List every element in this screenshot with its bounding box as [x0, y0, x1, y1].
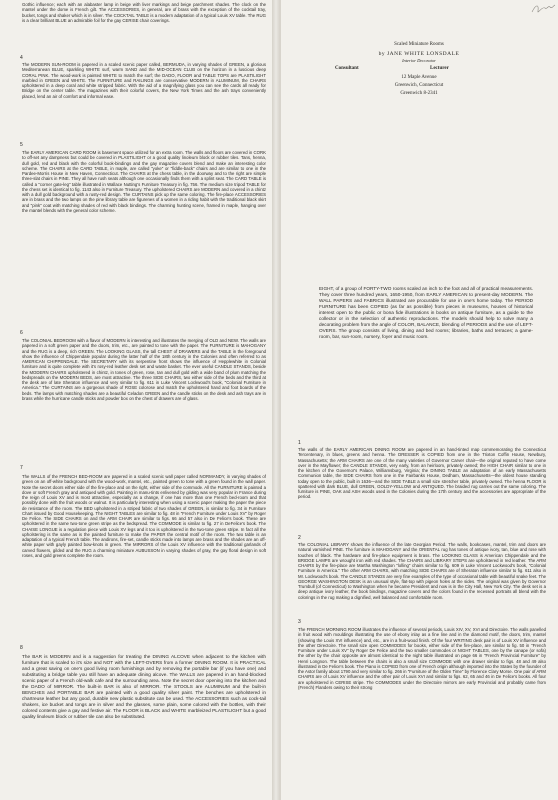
section-number: 5 [20, 142, 23, 148]
letterhead-consultant: Consultant [335, 66, 359, 71]
letterhead-phone: Greenwich 8-2341 [400, 91, 438, 96]
section-number: 6 [20, 330, 23, 336]
section-number: 3 [298, 619, 301, 625]
letterhead-title: Scaled Miniature Rooms [394, 42, 444, 47]
paragraph-living-room-end: Gothic influence; each with an alabaster lamp in beige with liver markings and beige parchment shades. The clock on the mantel under the dome is French gilt. The ACCESSORIES, in general, are of brass with the exception of the cocktail tray, bucket, tongs and shaker which is in silver. The COCKTAIL TABLE is a modern adaptation of a typical Louis XV table. The RUG is a clear brilliant BLUE an admirable foil for the gay CERISE chair coverings. [22, 2, 266, 23]
section-number: 1 [298, 440, 301, 446]
letterhead-lecturer: Lecturer [430, 66, 449, 71]
letterhead-author: by JANE WHITE LONSDALE [378, 51, 460, 57]
page-fold [272, 0, 280, 800]
paragraph-bar: The BAR is MODERN and is a suggestion for treating the DINING ALCOVE when adjacent to the kitchen with furniture that is scaled to it's size and NOT with the LEFT-OVERS from a former DINING ROOM. It is PRACTICAL and a great saving on one's good living room furnishings and by removing the portable bar (if you have one) and substituting a bridge table you still have an adequate dining alcove. The WALLS are papered in an hand-blocked scenic paper of a French old-walk cafe and the surrounding area. Note the secret door opening into the kitchen and the DADO of MIRROR. The built-in BAR is also of MIRROR. The STOOLS are ALUMINUM and the built-in BENCHES and PORTABLE BAR are painted with a good quality silver paint. The benches are upholstered in chartreuse leather but any good, durable new plastic substitute can be used. The ACCESSORIES such as cock-tail shakers, ice bucket and tongs are in silver and the glasses, some plain, some colored with the bottles, with their colored contents give a gay and festive air. The FLOOR is BLACK and WHITE marbleized PLASTILIGHT but a good quality linoleum block or rubber tile can also be substituted. [22, 654, 266, 719]
paragraph-colonial-bedroom: The COLONIAL BEDROOM with a flavor of MODERN is interesting and illustrates the merging of OLD and NEW. The walls are papered in a soft green paper and the doors, trim, etc., are painted to tone with the paper. The FURNITURE is MAHOGANY and the RUG is a deep, rich GREEN. The LOOKING GLASS, the tall CHEST of DRAWERS and the TABLE in the foreground show the influence of Chippendale popular during the latter half of the 18th century in the Colonies and often referred to as AMERICAN CHIPPENDALE. The SECRETARY with its serpentine front shows the influence of Hepplewhite in Colonial furniture and is quite complete with it's rosy-red leather desk set and waste basket. The ever useful CANDLE STANDS, beside the MODERN CHAIRS upholstered in chintz, in tones of green, rose, tan and dull gold with a wide band of plum matching the bedspreads on the MODERN BEDS, are most attractive. The three SIDE CHAIRS, two either side of the beds and the third at the desk are of late Sheraton influence and very similar to fig. 611 in Luke Vincent Lockwood's book, "Colonial Furniture in America." The CURTAINS are a gorgeous shade of ROSE colorose and match the upholstered hand and foot boards of the beds. The lamps with matching shades are a beautiful Celadon GREEN and the candle sticks on the desk and ash trays are in brass while the hurricane candle sticks and powder box on the chest of drawers are of glass. [22, 338, 266, 401]
letterhead-role: Interior Decorator [402, 58, 436, 63]
section-number: 4 [20, 55, 23, 61]
paragraph-dining-room: The walls of the EARLY AMERICAN DINING ROOM are papered in an hand-tinted map commemorating the Connecticut Tercentenary, in blues, greens and henna. The DRESSER is COPIED from one in the Trixton Coffin House, Newbury, Massachusetts; the ARM CHAIRS are one of the many varieties of Governor Carver chair—the original reputed to have come over in the Mayflower; the CANDLE STANDS, very early, from an heirloom, privately owned; the HIGH CHAIR similar to one in the kitchen of the Governor's Palace, Williamsburg, Virginia; the DINING TABLE an adaptation of an early Massachusetts Communion table, the SIDE CHAIRS from one in the Fairbanks House, Dedham, Massachusetts—the oldest house standing today open to the public, built in 1636—and the SIDE TABLE a small size stretcher table, privately owned. The henna FLOOR is spattered with dark BLUE, dull GREEN, GOLDY-YELLOW and ANTIQUED. The braided rug carries out the same coloring. The furniture is PINE, OAK and ASH woods used in the Colonies during the 17th century and the accessories are appropriate of the period. [298, 447, 546, 500]
paragraph-french-morning-room: The FRENCH MORNING ROOM illustrates the influence of several periods, Louis XIV, XV, XVI and Directoire. The walls panelled in fruit wood with mouldings illustrating the use of ebony inlay as a fine line and in the diamond motif, the doors, trim, mantel (showing the Louis XVI influence) and, etc., are in a fruit-wood finish. Of the four WRITING desk pair is of Louis XV influence and the other Directoire. The small size open COMMODES for books, either side of the fire-place, are similar to fig. 50 in "French Furniture under Louis XV" by Roger De Felice and the two smaller commodes or NIGHT TABLES, one by the canape (or sofa) the other by the chair opposite are almost identical to the night table illustrated on page 66 in "French Provincial Furniture" by Henri Longnon. The table between the chairs is also a small size COMMODE with one drawer similar to figs. 48 and 49 also illustrated in De Felice's book. The Piano is COPIED from one of French origin although imported into the States by the founder of the Astor family about 1790 and very similar to fig. 266 in "Furniture of the Olden Time" by Florence Clary Morse. One pair of ARM CHAIRS are of Louis XV influence and the other pair of Louis XVI and similar to figs. 62, 65 and 46 in De Felice's books. All four are upholstered in CERISE stripe. The COMMODES under the Directoire mirrors are early Provincial and probably came from (French) Flanders owing to their strong [298, 627, 546, 690]
letterhead [280, 0, 558, 130]
paragraph-sun-room: The MODERN SUN-ROOM is papered in a scaled scenic paper called, BERMUDA, in varying shades of GREEN, a glorious Mediterranean BLUE, sparkling WHITE surf, warm SAND and the MID-OCEAN CLUB on the horizon in a luscious deep CORAL PINK. The wood-work is painted WHITE to match the surf; the DADO, FLOOR and TABLE TOPS are PLASTILIGHT marbled in GREEN and WHITE. The FURNITURE and RAILINGS are conservative MODERN in ALUMINUM, the CHAIRS upholstered in a deep coral and white stripped fabric. With the aid of a magnifying glass you can see the cards all ready for Bridge on the center table. The magazines with their colorful covers, the New York Times and the ash trays conveniently placed, lend an air of comfort and informal ease. [22, 62, 266, 99]
section-number: 8 [20, 645, 23, 651]
letterhead-address-line: Greenwich, Connecticut [394, 83, 444, 88]
paragraph-intro: EIGHT, of a group of FORTY-TWO rooms scaled an inch to the foot and all of practical measurements. They cover three hundred years, 1650-1950, from EARLY AMERICAN to present-day MODERN. The WALL PAPERS and FABRICS illustrated are procurable for use in one's home today. The PERIOD FURNITURE has been COPIED (as far as possible) from pieces in museums, houses of historical interest open to the public or bona fide illustrations in books on antique furniture, as a guide to the collector or in the selection of authentic reproductions. The models should help to solve many a decorating problem from the angle of COLOR, BALANCE, blending of PERIODS and the use of LEFT-OVERS. The group consists of living, dining and bed rooms; libraries, baths and terraces; a game-room, bar, sun-room, nursery, foyer and music room. [319, 286, 533, 339]
paragraph-colonial-library: The COLONIAL LIBRARY shows the influence of the late Georgian Period. The walls, bookcases, mantel, trim and doors are natural varnished PINE. The furniture is MAHOGANY and the ORIENTAL rug has tones of antique ivory, tan, blue and rose with touches of black. The hardware and fire-place equipment is brass. The LOOKING GLASS is American Chippendale and the BRIDGE LAMPS are wrought iron with red shades. The CHAIRS and LIBRARY STEPS are upholstered in red leather. The ARM CHAIRS by the fire-place are Martha Washington "lolling" chairs similar to fig. 609 in Luke Vincent Lockwood's book, "Colonial Furniture in America." The other ARM CHAIRS, with matching SIDE CHAIRS are of Sheraton influence similar to fig. 611 also in Mr. Lockwood's book. The CANDLE STANDS are very fine examples of the type of occasional table with beautiful snake feet. The GEORGE WASHINGTON DESK is an unusual style, flat-top with pigeon holes at the sides. The original was given by Governor Trumbull (of Connecticut) to Washington when he became President and now is in the City Hall, New York City. The desk set is a deep antique ivory leather, the book bindings, magazine covers and the colors found in the recessed portraits all blend with the colorings in the rug making a dignified, well balanced and comfortable room. [298, 542, 546, 600]
paragraph-french-bedroom: The WALLS of the FRENCH BED-ROOM are papered in a scaled scenic wall paper called NORMANDY, in varying shades of green on an off-white background with the wood-work, mantel, etc., painted green to tone with a green found in the wall paper. Note the secret doors either side of the fire-place and on the right, either side of the commode. All the FURNITURE is painted a dove or soft French gray and antiqued with gold. Painting in manu-tints enlivened by gilding was very popular in France during the reign of Louis XV and is most attractive, especially as a change, if one has more than one French bed-room and that possibly done with the fruit woods or walnut. It is particularly interesting when using a scenic paper making the paper the piece de resistance of the room. The BED upholstered in a striped fabric of two shades of GREEN, is similar to fig. 34 in Furniture Chart issued by Good Housekeeping. The NIGHT TABLES are similar to fig. 48 in "French Furniture under Louis XV" by Roger De Felice. The SIDE CHAIRS on and the ARM CHAIR are similar to figs. 66 and 57 also in De Felice's book. These are upholstered in the same two-tone green stripe as the bedspread. The COMMODE is similar to fig. 27 in DeFelice's book. The CHAISE LONGUE is a regulation piece with Louis XV legs and it too is upholstered in the two-tone green stripe. In fact all the upholstering is the same as is the painted furniture to make the PAPER the central motif of the room. The two table is an adaptation of a typical French table. The andirons, fire-set, candle sticks made into lamps are brass and the shades are an off-white paper with gayly painted bow-knots in green. The MIRRORS of the Louis XV influence with the traditional garlands of carved flowers, gilded and the RUG a charming miniature AUBUSSON in varying shades of gray, the gay floral design in soft roses, and gold greens complete the room. [22, 474, 266, 558]
paragraph-card-room: The EARLY AMERICAN CARD ROOM is basement space utilized for an extra room. The walls and floors are covered in CORK to off-set any dampness but could be covered in PLASTILIGHT or a good quality linoleum block or rubber tiles. Tans, henna, dull gold, red and black with the colorful book-bindings and the gay magazine covers blend and make an interesting color scheme. The CHAIRS at the CARD TABLE, in maple, are called "yoke" or "fiddle-back" chairs and are similar to one in the Pardee-Morris House in New Haven, Connecticut. The CHAIRS at the chess table, in the doorway and to the right are simple three-slat chairs in PINE. They all have rush seats although one occasionally finds them with a splint seat. The CARD TABLE is called a "corner gate-leg" table illustrated in Wallace Nutting's Furniture Treasury in fig. 756. The medium size tripod TABLE for the chess set is identical to fig. 1143 also in Furniture Treasury. The upholstered CHAIRS are MODERN and covered in a chintz with a dull gold background with a rusty-red design. The CURTAINS pick up the same coloring. The fire-place ACCESSORIES are in brass and the two lamps on the pine library table are figurenes of a women in a riding habit with the traditional black skirt and "pink" coat with matching shades of red with black bindings. The charming hunting scene, framed in maple, hanging over the mantel blends with the general color scheme. [22, 150, 266, 213]
letterhead-address-line: 12 Maple Avenue [401, 75, 437, 80]
section-number: 7 [20, 465, 23, 471]
section-number: 2 [298, 535, 301, 541]
